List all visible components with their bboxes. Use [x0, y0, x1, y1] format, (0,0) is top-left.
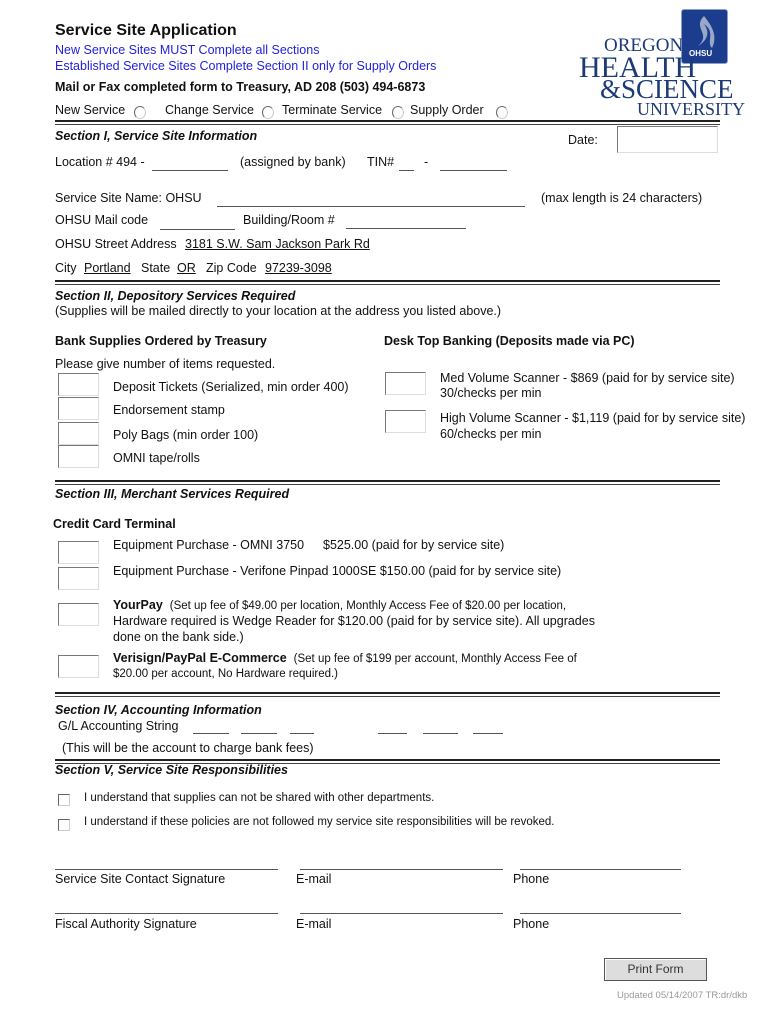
checkbox-no-sharing[interactable] — [58, 794, 70, 806]
divider — [55, 692, 720, 697]
fiscal-phone-line[interactable] — [520, 913, 681, 914]
yourpay-line3: done on the bank side.) — [113, 630, 244, 644]
building-room-input[interactable] — [346, 228, 466, 229]
deposit-tickets-qty[interactable] — [58, 373, 99, 396]
city-value: Portland — [84, 261, 131, 275]
med-scanner-label: Med Volume Scanner - $869 (paid for by service site) — [440, 371, 735, 385]
med-volume-scanner-qty[interactable] — [385, 372, 426, 395]
contact-phone-label: Phone — [513, 872, 550, 886]
section-4-heading: Section IV, Accounting Information — [55, 703, 262, 717]
tin-prefix-input[interactable] — [399, 170, 414, 171]
building-room-label: Building/Room # — [243, 213, 335, 227]
instruction-established: Established Service Sites Complete Section II only for Supply Orders — [55, 59, 437, 73]
tin-label: TIN# — [367, 155, 395, 169]
site-name-input[interactable] — [217, 206, 525, 207]
radio-terminate-service[interactable] — [392, 106, 404, 119]
mail-code-label: OHSU Mail code — [55, 213, 149, 227]
omni-3750-label: Equipment Purchase - OMNI 3750 — [113, 538, 305, 552]
radio-supply-order[interactable] — [496, 106, 508, 119]
endorsement-stamp-label: Endorsement stamp — [113, 403, 225, 417]
mail-instructions: Mail or Fax completed form to Treasury, AD 208 (503) 494-6873 — [55, 80, 426, 94]
yourpay-label: YourPay — [113, 598, 163, 612]
tin-dash: - — [424, 155, 429, 169]
poly-bags-label: Poly Bags (min order 100) — [113, 428, 259, 442]
no-sharing-label: I understand that supplies can not be shared with other departments. — [84, 792, 435, 804]
omni-3750-price: $525.00 (paid for by service site) — [323, 538, 505, 552]
poly-bags-qty[interactable] — [58, 422, 99, 445]
section-1-heading: Section I, Service Site Information — [55, 129, 258, 143]
fiscal-phone-label: Phone — [513, 917, 550, 931]
credit-card-terminal-heading: Credit Card Terminal — [53, 517, 176, 531]
verisign-label: Verisign/PayPal E-Commerce — [113, 651, 287, 665]
radio-change-service[interactable] — [262, 106, 274, 119]
tin-suffix-input[interactable] — [440, 170, 507, 171]
omni-tape-qty[interactable] — [58, 445, 99, 468]
location-label: Location # 494 - — [55, 155, 145, 169]
yourpay-line2: Hardware required is Wedge Reader for $120.00 (paid for by service site). All upgrades — [113, 614, 595, 628]
policy-revocation-label: I understand if these policies are not followed my service site responsibilities will be revoked. — [84, 816, 555, 828]
logo-science: &SCIENCE — [600, 74, 734, 104]
mail-code-input[interactable] — [160, 229, 235, 230]
instruction-new: New Service Sites MUST Complete all Sections — [55, 43, 320, 57]
site-name-label: Service Site Name: OHSU — [55, 191, 202, 205]
bank-supplies-heading: Bank Supplies Ordered by Treasury — [55, 334, 267, 348]
location-input[interactable] — [152, 170, 228, 171]
street-address-value: 3181 S.W. Sam Jackson Park Rd — [185, 237, 370, 251]
logo-health: HEALTH — [579, 51, 697, 84]
omni-3750-qty[interactable] — [58, 541, 99, 564]
quantity-instructions: Please give number of items requested. — [55, 357, 276, 371]
checkbox-policy-revocation[interactable] — [58, 819, 70, 831]
state-value: OR — [177, 261, 196, 275]
gl-segment-1[interactable] — [193, 733, 229, 734]
fiscal-email-label: E-mail — [296, 917, 332, 931]
desktop-banking-heading: Desk Top Banking (Deposits made via PC) — [384, 334, 635, 348]
updated-note: Updated 05/14/2007 TR:dr/dkb — [617, 990, 748, 1001]
gl-segment-6[interactable] — [473, 733, 503, 734]
high-scanner-label: High Volume Scanner - $1,119 (paid for by service site) — [440, 411, 746, 425]
divider — [55, 120, 720, 125]
gl-segment-4[interactable] — [378, 733, 407, 734]
form-title: Service Site Application — [55, 22, 237, 39]
logo-university: UNIVERSITY — [637, 99, 745, 119]
option-new-service-label: New Service — [55, 103, 126, 117]
endorsement-stamp-qty[interactable] — [58, 397, 99, 420]
print-form-button[interactable]: Print Form — [604, 958, 707, 981]
verisign-line2: $20.00 per account, No Hardware required.) — [113, 668, 339, 680]
section-5-heading: Section V, Service Site Responsibilities — [55, 763, 288, 777]
street-address-label: OHSU Street Address — [55, 237, 177, 251]
state-label: State — [141, 261, 171, 275]
option-change-service-label: Change Service — [165, 103, 254, 117]
zip-value: 97239-3098 — [265, 261, 332, 275]
radio-new-service[interactable] — [134, 106, 146, 119]
fiscal-email-line[interactable] — [300, 913, 503, 914]
option-supply-order-label: Supply Order — [410, 103, 484, 117]
date-label: Date: — [568, 133, 598, 147]
contact-email-line[interactable] — [300, 869, 503, 870]
section-2-note: (Supplies will be mailed directly to your location at the address you listed above.) — [55, 304, 502, 318]
divider — [55, 280, 720, 285]
verisign-desc: (Set up fee of $199 per account, Monthly Access Fee of — [293, 653, 577, 665]
deposit-tickets-label: Deposit Tickets (Serialized, min order 400) — [113, 380, 349, 394]
contact-phone-line[interactable] — [520, 869, 681, 870]
gl-segment-2[interactable] — [241, 733, 277, 734]
gl-string-label: G/L Accounting String — [58, 719, 179, 733]
verifone-qty[interactable] — [58, 567, 99, 590]
high-scanner-speed: 60/checks per min — [440, 427, 542, 441]
city-label: City — [55, 261, 77, 275]
gl-segment-5[interactable] — [423, 733, 458, 734]
gl-note: (This will be the account to charge bank fees) — [62, 741, 314, 755]
yourpay-desc: (Set up fee of $49.00 per location, Monthly Access Fee of $20.00 per location, — [169, 600, 567, 612]
contact-signature-line[interactable] — [55, 869, 278, 870]
med-scanner-speed: 30/checks per min — [440, 386, 542, 400]
option-terminate-service-label: Terminate Service — [282, 103, 383, 117]
yourpay-qty[interactable] — [58, 603, 99, 626]
fiscal-signature-line[interactable] — [55, 913, 278, 914]
omni-tape-label: OMNI tape/rolls — [113, 451, 200, 465]
logo-oregon: OREGON — [604, 35, 684, 56]
assigned-by-bank-note: (assigned by bank) — [240, 155, 346, 169]
high-volume-scanner-qty[interactable] — [385, 410, 426, 433]
verisign-line1 — [113, 651, 577, 667]
verifone-label: Equipment Purchase - Verifone Pinpad 1000SE $150.00 (paid for by service site) — [113, 564, 562, 578]
max-length-note: (max length is 24 characters) — [541, 191, 703, 205]
verisign-qty[interactable] — [58, 655, 99, 678]
zip-label: Zip Code — [206, 261, 257, 275]
date-input[interactable] — [617, 126, 718, 153]
yourpay-line1 — [113, 598, 566, 614]
logo-badge: OHSU — [689, 49, 713, 58]
contact-signature-label: Service Site Contact Signature — [55, 872, 226, 886]
contact-email-label: E-mail — [296, 872, 332, 886]
section-3-heading: Section III, Merchant Services Required — [55, 487, 290, 501]
fiscal-signature-label: Fiscal Authority Signature — [55, 917, 197, 931]
divider — [55, 480, 720, 485]
section-2-heading: Section II, Depository Services Required — [55, 289, 296, 303]
gl-segment-3[interactable] — [290, 733, 314, 734]
